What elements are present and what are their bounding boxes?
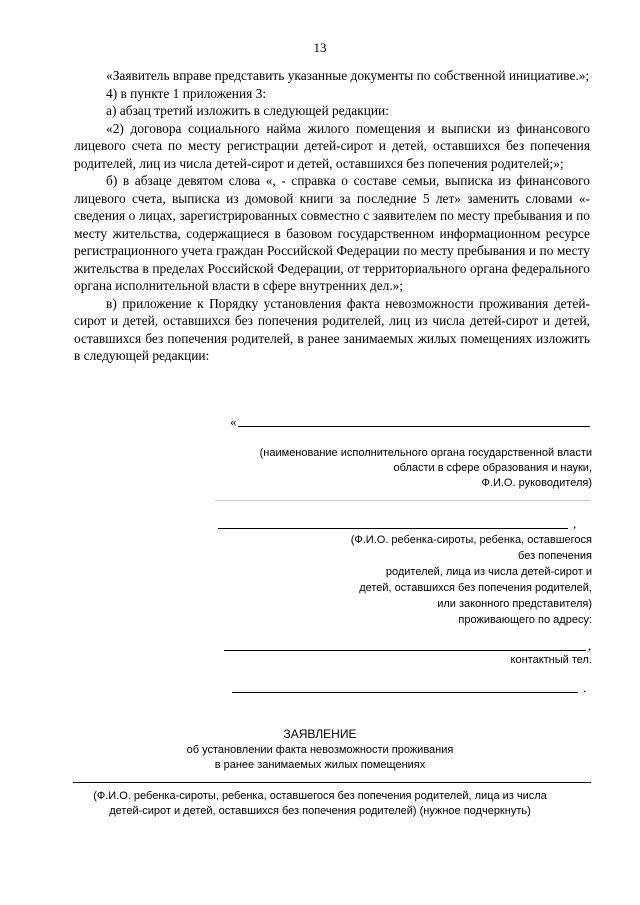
form-subtitle-2: в ранее занимаемых жилых помещениях <box>214 759 426 771</box>
applicant-caption-4: детей, оставшихся без попечения родителей, <box>359 582 592 594</box>
address-comma: , <box>588 638 592 653</box>
main-text <box>74 67 590 365</box>
addressee-caption-1: (наименование исполнительного органа государственной власти <box>259 447 592 459</box>
form-subtitle-1: об установлении факта невозможности проживания <box>186 744 454 756</box>
paragraph: а) абзац третий изложить в следующей редакции: <box>106 103 389 118</box>
addressee-line <box>238 426 590 427</box>
form-open-quote: « <box>230 414 237 429</box>
paragraph: в) приложение к Порядку установления факта невозможности проживания детей-сирот и детей, оставшихся без попечения родителей, лиц из числа детей-сирот и детей, оставшихся без попечения родителей, в ранее занимаемых жилых помещениях изложить в следующей редакции: <box>74 295 590 363</box>
page-number: 13 <box>313 40 327 55</box>
address-line <box>224 650 586 651</box>
contact-line <box>232 692 578 693</box>
contact-dot: . <box>583 680 587 695</box>
contact-label: контактный тел. <box>510 654 592 666</box>
addressee-caption-3: Ф.И.О. руководителя) <box>481 477 592 489</box>
paragraph: «Заявитель вправе представить указанные документы по собственной инициативе.»; <box>106 68 590 83</box>
addressee-caption-2: области в сфере образования и науки, <box>393 462 592 474</box>
footer-caption-1: (Ф.И.О. ребенка-сироты, ребенка, оставшегося без попечения родителей, лица из числа <box>93 790 547 802</box>
paragraph: б) в абзаце девятом слова «, - справка о составе семьи, выписка из финансового лицевого счета, выписка из домовой книги за последние 5 лет» заменить словами «- сведения о лицах, зарегистрированных совместно с заявителем по месту пребывания и по месту жительства, содержащиеся в базовом государственном информационном ресурсе регистрационного учета граждан Российской Федерации по месту пребывания и по месту жительства в пределах Российской Федерации, от территориального органа федерального органа исполнительной власти в сфере внутренних дел.»; <box>74 173 590 293</box>
applicant-caption-5: или законного представителя) <box>437 598 592 610</box>
applicant-name-line <box>218 528 568 529</box>
applicant-caption-2: без попечения <box>518 550 592 562</box>
applicant-caption-1: (Ф.И.О. ребенка-сироты, ребенка, оставшегося <box>350 534 592 546</box>
applicant-comma: , <box>573 516 577 531</box>
form-title: ЗАЯВЛЕНИЕ <box>283 727 357 741</box>
footer-caption-2: детей-сирот и детей, оставшихся без попечения родителей) (нужное подчеркнуть) <box>109 805 531 817</box>
paragraph: 4) в пункте 1 приложения 3: <box>106 85 267 101</box>
paragraph: «2) договора социального найма жилого помещения и выписки из финансового лицевого счета по месту регистрации детей-сирот и детей, оставшихся без попечения родителей, лиц из числа детей-сирот и детей, оставшихся без попечения родителей;»; <box>74 120 590 171</box>
addressee-extra-line <box>215 500 590 501</box>
applicant-caption-3: родителей, лица из числа детей-сирот и <box>385 566 592 578</box>
applicant-fio-line <box>73 782 591 783</box>
address-label: проживающего по адресу: <box>458 614 592 626</box>
